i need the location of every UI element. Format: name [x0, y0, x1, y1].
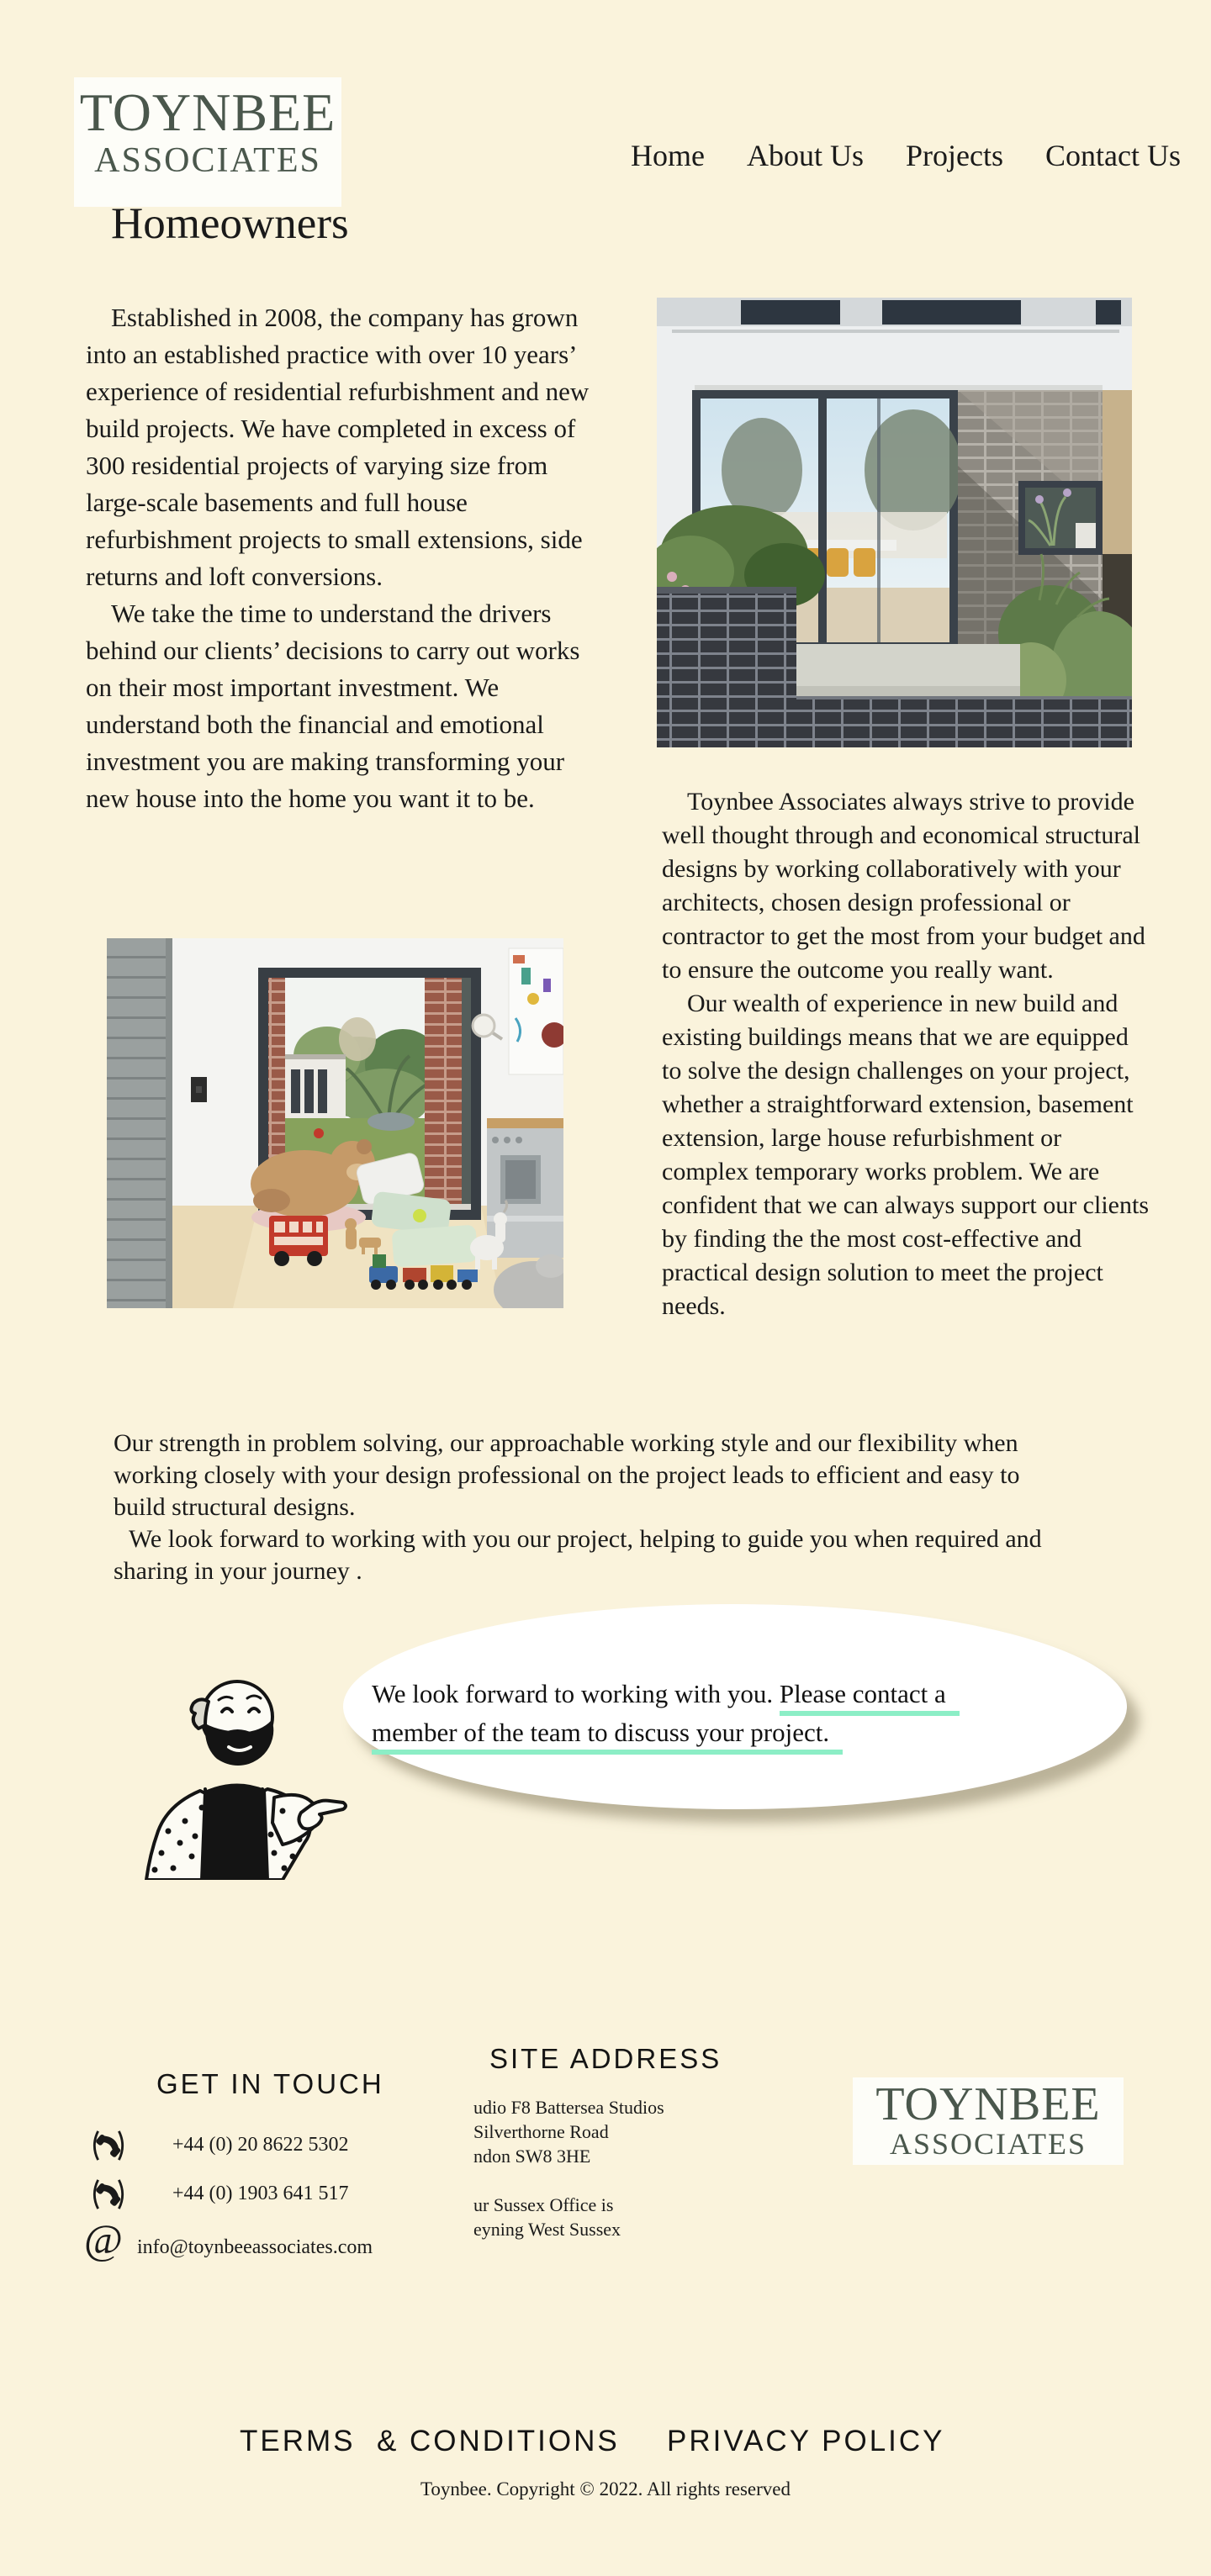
nav-item-home[interactable]: Home [631, 139, 706, 172]
bubble-plain-text: We look forward to working with you. [372, 1679, 780, 1708]
playroom-photo-graphic [107, 938, 563, 1308]
intro-paragraph-2: We take the time to understand the drivers behind our clients’ decisions to carry out works on their most important investment. We understand both the financial and emotional investment you are making transforming your new house into the home you want it to be. [86, 599, 580, 813]
copyright-text: Toynbee. Copyright © 2022. All rights reserved [420, 2478, 791, 2499]
strengths-text-block [114, 1428, 1072, 1587]
contact-link-line1[interactable]: Please contact a [780, 1679, 960, 1716]
extension-photo [657, 298, 1132, 747]
strengths-paragraph-1: Our strength in problem solving, our approachable working style and our flexibility when working closely with your design professional on the project leads to efficient and easy to build structural designs. [114, 1429, 1020, 1521]
address-line: ur Sussex Office is [473, 2194, 614, 2215]
approach-paragraph-1: Toynbee Associates always strive to provide well thought through and economical structural designs by working collaboratively with your architects, chosen design professional or contractor to get the most from your budget and to ensure the outcome you really want. [662, 788, 1145, 984]
phone-number-2[interactable]: +44 (0) 1903 641 517 [172, 2183, 349, 2204]
intro-paragraph-1: Established in 2008, the company has grown into an established practice with over 10 years’ experience of residential refurbishment and new build projects. We have completed in excess of 300 residential projects of varying size from large-scale basements and full house refurbishment projects to small extensions, side returns and loft conversions. [86, 303, 590, 591]
phone-icon [90, 2129, 127, 2167]
header-logo[interactable] [74, 77, 341, 207]
main-nav [631, 138, 1181, 173]
pointing-man-graphic [118, 1663, 348, 1880]
logo-line1: TOYNBEE [875, 2078, 1101, 2130]
footer-logo [853, 2077, 1124, 2165]
logo-line2: ASSOCIATES [889, 2127, 1087, 2161]
page-title: Homeowners [111, 199, 349, 248]
playroom-photo [107, 938, 563, 1308]
address-line: ndon SW8 3HE [473, 2146, 591, 2167]
extension-photo-graphic [657, 298, 1132, 747]
privacy-policy-link[interactable]: PRIVACY POLICY [667, 2425, 945, 2457]
at-sign-icon: @ [84, 2215, 124, 2262]
logo-line2: ASSOCIATES [94, 141, 321, 180]
nav-item-projects[interactable]: Projects [906, 139, 1004, 172]
get-in-touch-heading: GET IN TOUCH [156, 2068, 384, 2099]
address-line: eyning West Sussex [473, 2219, 621, 2240]
logo-line1: TOYNBEE [79, 82, 336, 142]
address-line: udio F8 Battersea Studios [473, 2097, 664, 2118]
contact-link-line2[interactable]: member of the team to discuss your project. [372, 1718, 843, 1755]
nav-item-about-us[interactable]: About Us [747, 139, 865, 172]
speech-bubble [343, 1604, 1127, 1809]
email-link[interactable]: info@toynbeeassociates.com [137, 2236, 373, 2258]
address-line: Silverthorne Road [473, 2121, 609, 2142]
strengths-paragraph-2: We look forward to working with you our project, helping to guide you when required and sharing in your journey . [114, 1525, 1042, 1585]
nav-item-contact-us[interactable]: Contact Us [1045, 139, 1181, 172]
site-address-block [473, 2095, 664, 2241]
approach-text-column [662, 785, 1150, 1323]
approach-paragraph-2: Our wealth of experience in new build and existing buildings means that we are equipped to solve the design challenges on your project, whether a straightforward extension, basement extension, large house refurbishment or complex temporary works problem. We are confident that we can always support our clients by finding the the most cost-effective and practical design solution to meet the project needs. [662, 990, 1149, 1320]
phone-icon [90, 2177, 127, 2215]
terms-and-conditions-link[interactable]: TERMS & CONDITIONS [240, 2425, 620, 2457]
speech-bubble-text [372, 1675, 960, 1752]
intro-text-column [86, 299, 590, 817]
phone-number-1[interactable]: +44 (0) 20 8622 5302 [172, 2134, 349, 2156]
illustration-pointing-man [118, 1663, 348, 1884]
site-address-heading: SITE ADDRESS [489, 2043, 722, 2074]
